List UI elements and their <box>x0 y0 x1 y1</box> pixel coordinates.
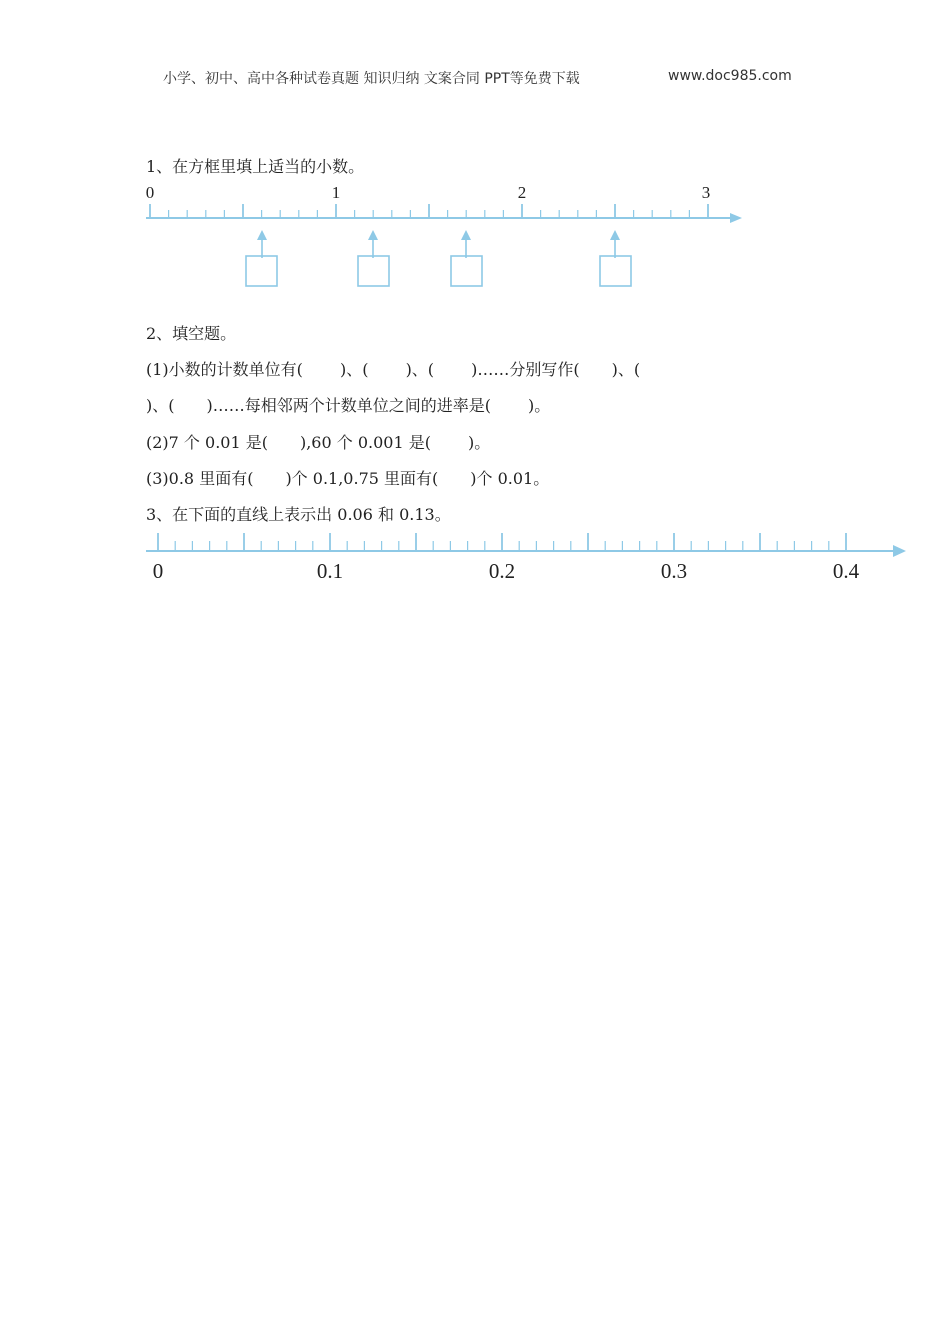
answer-box-2[interactable] <box>358 256 389 286</box>
q2-item-1a: (1)小数的计数单位有( )、( )、( )……分别写作( )、( <box>146 360 641 379</box>
arrow-head <box>730 213 742 223</box>
answer-marker-4 <box>600 230 631 286</box>
number-line-2 <box>0 528 950 588</box>
q3-title: 3、在下面的直线上表示出 0.06 和 0.13。 <box>146 505 451 524</box>
answer-box-3[interactable] <box>451 256 482 286</box>
axis2-label-0: 0 <box>152 559 164 583</box>
axis2-label-3: 0.3 <box>660 559 688 583</box>
axis2-label-2: 0.2 <box>488 559 516 583</box>
axis1-label-3: 3 <box>701 183 711 202</box>
q2-item-2: (2)7 个 0.01 是( ),60 个 0.001 是( )。 <box>146 433 491 452</box>
answer-box-1[interactable] <box>246 256 277 286</box>
axis1-label-2: 2 <box>517 183 527 202</box>
answer-marker-1 <box>246 230 277 286</box>
axis1-label-1: 1 <box>331 183 341 202</box>
q2-item-1b: )、( )……每相邻两个计数单位之间的进率是( )。 <box>146 396 551 415</box>
q2-title: 2、填空题。 <box>146 324 237 343</box>
number-line-1 <box>0 180 950 300</box>
q1-title: 1、在方框里填上适当的小数。 <box>146 157 365 176</box>
q2-item-3: (3)0.8 里面有( )个 0.1,0.75 里面有( )个 0.01。 <box>146 469 550 488</box>
answer-marker-2 <box>358 230 389 286</box>
answer-marker-3 <box>451 230 482 286</box>
axis1-label-0: 0 <box>145 183 155 202</box>
answer-box-4[interactable] <box>600 256 631 286</box>
header-text: 小学、初中、高中各种试卷真题 知识归纳 文案合同 PPT等免费下载 <box>163 71 580 87</box>
arrow-head <box>893 545 906 557</box>
axis2-label-4: 0.4 <box>832 559 860 583</box>
header-url: www.doc985.com <box>668 68 792 84</box>
axis2-label-1: 0.1 <box>316 559 344 583</box>
